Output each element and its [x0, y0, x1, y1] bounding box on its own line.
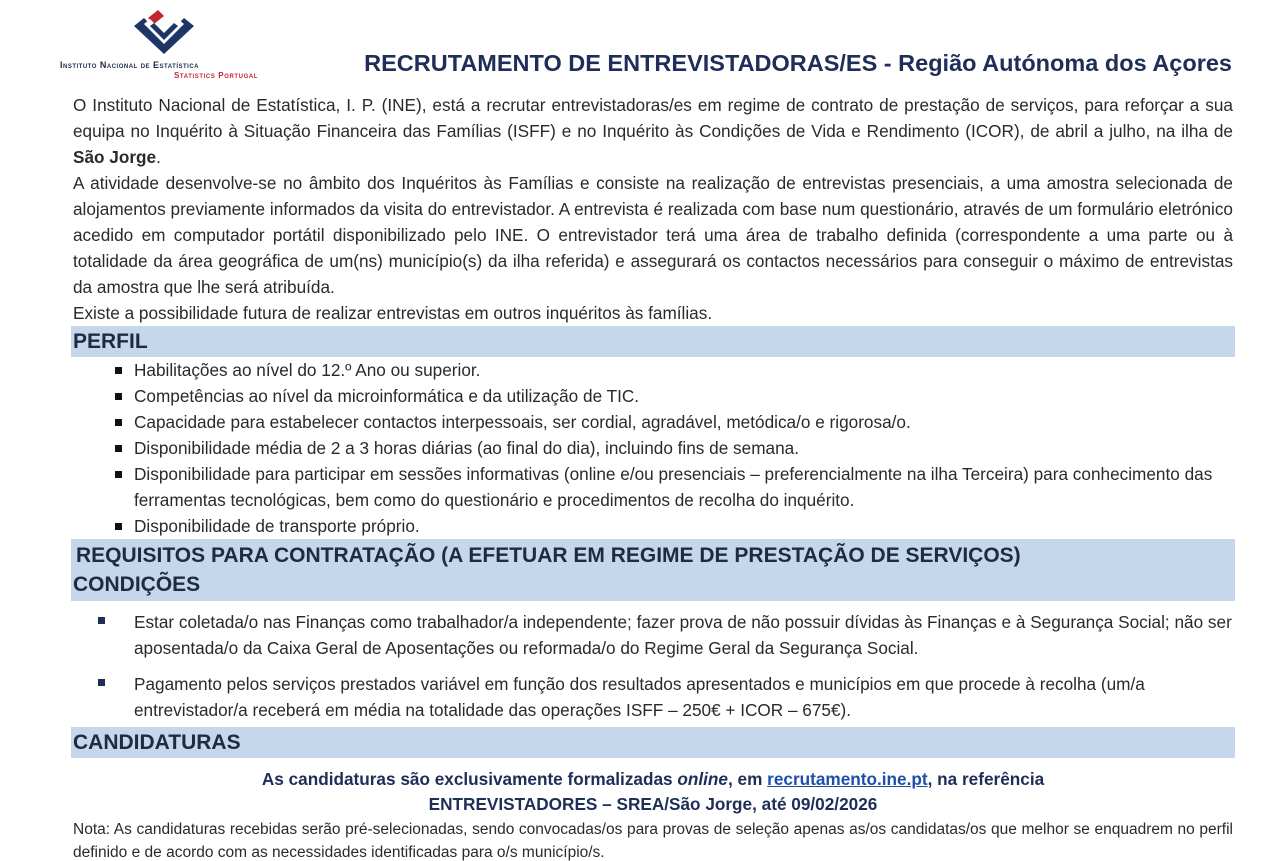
page-title: RECRUTAMENTO DE ENTREVISTADORAS/ES - Região Autónoma dos Açores [364, 50, 1232, 76]
condicoes-list [73, 609, 1233, 723]
logo-subtitle: Statistics Portugal [174, 71, 259, 80]
section-heading-requisitos [71, 539, 1235, 601]
perfil-list [73, 357, 1233, 539]
island-name: São Jorge [73, 147, 157, 167]
cand-online: online [677, 769, 728, 789]
requisitos-heading: REQUISITOS PARA CONTRATAÇÃO (A EFETUAR EM REGIME DE PRESTAÇÃO DE SERVIÇOS) [76, 544, 1021, 567]
candidaturas-info [73, 767, 1233, 817]
list-item: Estar coletada/o nas Finanças como trabalhador/a independente; fazer prova de não possuir dívidas às Finanças e à Segurança Social; não ser aposentada/o da Caixa Geral de Aposentações ou reformada/o do Regime Geral da Segurança Social. [73, 609, 1233, 661]
list-item: Disponibilidade para participar em sessões informativas (online e/ou presenciais – preferencialmente na ilha Terceira) para conhecimento das ferramentas tecnológicas, bem como do questionário e procedimentos de recolha do inquérito. [73, 461, 1233, 513]
section-heading-perfil: PERFIL [71, 326, 1235, 357]
list-item: Capacidade para estabelecer contactos interpessoais, ser cordial, agradável, metódica/o e rigorosa/o. [73, 409, 1233, 435]
list-item: Disponibilidade de transporte próprio. [73, 513, 1233, 539]
recruitment-link[interactable]: recrutamento.ine.pt [767, 769, 928, 789]
intro-paragraph-3: Existe a possibilidade futura de realizar entrevistas em outros inquéritos às famílias. [73, 303, 713, 323]
section-heading-candidaturas: CANDIDATURAS [71, 727, 1235, 758]
logo-name: Instituto Nacional de Estatística [60, 60, 200, 70]
ine-logo [60, 10, 270, 82]
intro-text-end: . [156, 147, 161, 167]
document-body [73, 92, 1233, 861]
list-item: Disponibilidade média de 2 a 3 horas diárias (ao final do dia), incluindo fins de semana. [73, 435, 1233, 461]
list-item: Habilitações ao nível do 12.º Ano ou superior. [73, 357, 1233, 383]
condicoes-heading: CONDIÇÕES [73, 573, 201, 596]
intro-paragraph-1 [73, 92, 1233, 170]
cand-text: As candidaturas são exclusivamente formalizadas [261, 769, 678, 789]
page-header [0, 0, 1280, 88]
cand-text: , na referência [927, 769, 1045, 789]
ine-logo-icon [132, 10, 196, 56]
intro-paragraph-2: A atividade desenvolve-se no âmbito dos Inquéritos às Famílias e consiste na realização de entrevistas presenciais, a uma amostra selecionada de alojamentos previamente informados da visita do entrevistador. A entrevista é realizada com base num questionário, através de um formulário eletrónico acedido em computador portátil disponibilizado pelo INE. O entrevistador terá uma área de trabalho definida (correspondente a uma parte ou à totalidade da área geográfica de um(ns) município(s) da ilha referida) e assegurará os contactos necessários para conseguir o máximo de entrevistas da amostra que lhe será atribuída. [73, 173, 1233, 297]
candidaturas-line-1 [73, 767, 1233, 792]
candidaturas-line-2: ENTREVISTADORES – SREA/São Jorge, até 09/02/2026 [428, 794, 878, 814]
list-item: Competências ao nível da microinformática e da utilização de TIC. [73, 383, 1233, 409]
cand-text: , em [727, 769, 768, 789]
intro-text: O Instituto Nacional de Estatística, I. P. (INE), está a recrutar entrevistadoras/es em regime de contrato de prestação de serviços, para reforçar a sua equipa no Inquérito à Situação Financeira das Famílias (ISFF) e no Inquérito às Condições de Vida e Rendimento (ICOR), de abril a julho, na ilha de [73, 95, 1233, 141]
note-text: Nota: As candidaturas recebidas serão pré-selecionadas, sendo convocadas/os para provas de seleção apenas as/os candidatas/os que melhor se enquadrem no perfil definido e de acordo com as necessidades identificadas para o/s município/s. [73, 821, 1233, 861]
list-item: Pagamento pelos serviços prestados variável em função dos resultados apresentados e municípios em que procede à recolha (um/a entrevistador/a receberá em média na totalidade das operações ISFF – 250€ + ICOR – 675€). [73, 671, 1233, 723]
